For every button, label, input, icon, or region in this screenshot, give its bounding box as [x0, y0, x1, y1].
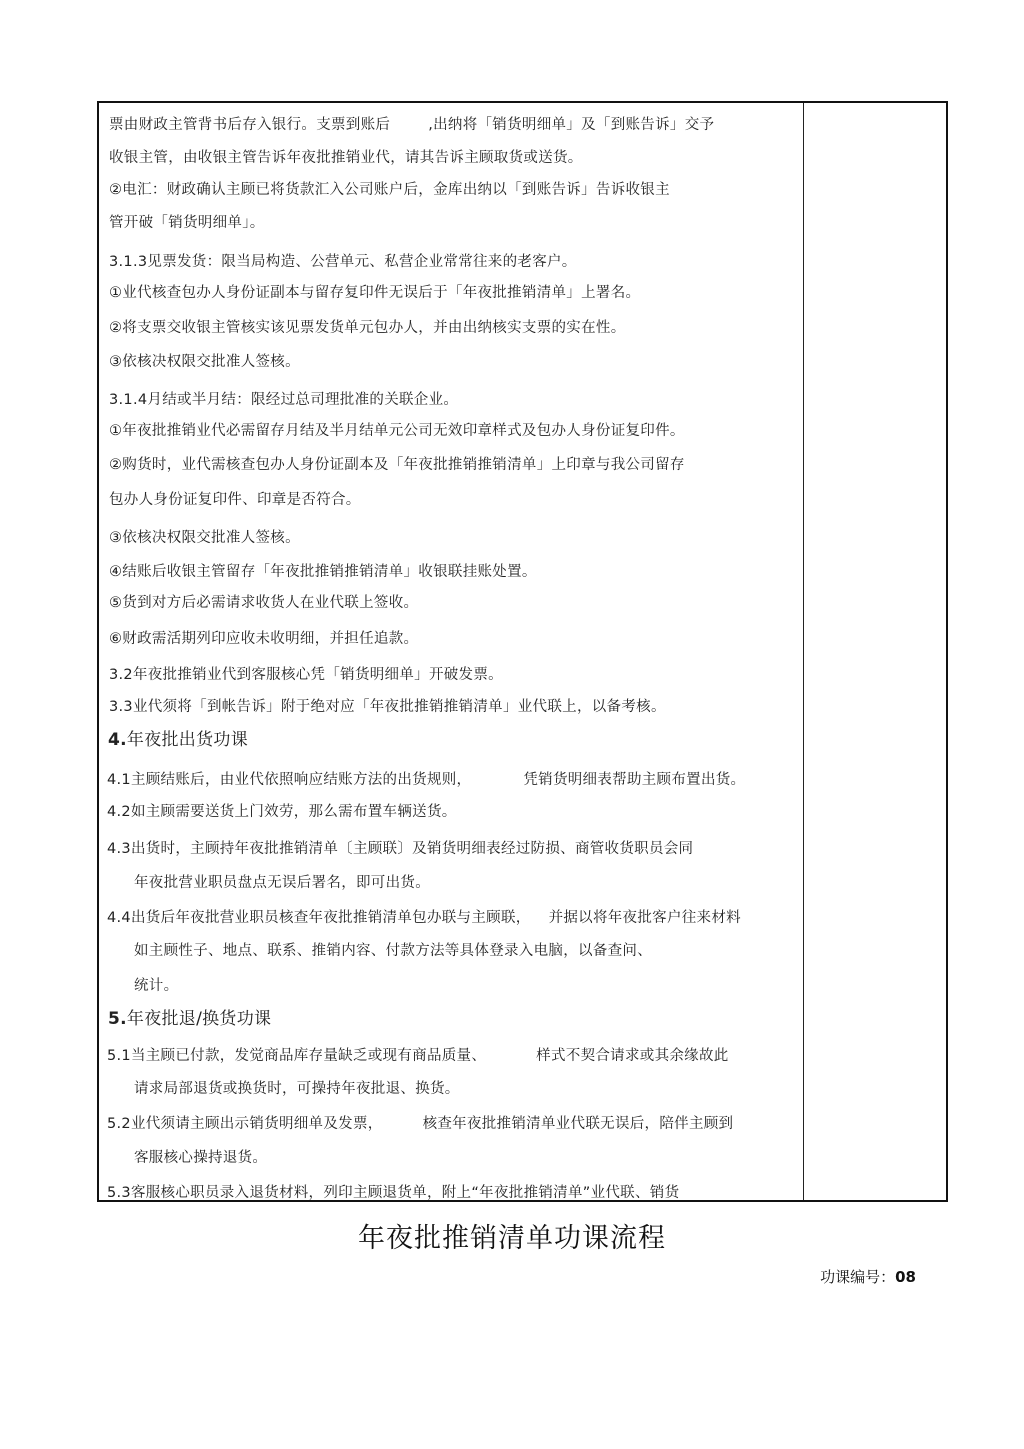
text-line: 如主顾性子、地点、联系、推销内容、付款方法等具体登录入电脑，以备查问、 — [134, 943, 652, 959]
text-line: 5.2业代须请主顾出示销货明细单及发票， 核查年夜批推销清单业代联无误后，陪伴主顾到 — [107, 1116, 734, 1132]
text-line: 5.1当主顾已付款，发觉商品库存量缺乏或现有商品质量、 样式不契合请求或其余缘故此 — [107, 1048, 729, 1064]
procedure-code-value: 08 — [895, 1268, 916, 1286]
text-line: ③依核决权限交批准人签核。 — [109, 530, 300, 546]
procedure-code-label: 功课编号： — [820, 1268, 896, 1286]
procedure-table — [97, 101, 948, 1202]
text-line: 票由财政主管背书后存入银行。支票到账后 ,出纳将「销货明细单」及「到账告诉」交予 — [109, 117, 715, 133]
text-line: ⑥财政需活期列印应收未收明细，并担任追款。 — [109, 631, 419, 647]
text-line: 收银主管，由收银主管告诉年夜批推销业代，请其告诉主顾取货或送货。 — [109, 150, 583, 166]
text-line: ②电汇：财政确认主顾已将货款汇入公司账户后，金库出纳以「到账告诉」告诉收银主 — [109, 182, 670, 198]
text-line: 3.1.4月结或半月结：限经过总司理批准的关联企业。 — [109, 392, 459, 408]
text-line: ①业代核查包办人身份证副本与留存复印件无误后于「年夜批推销清单」上署名。 — [109, 285, 641, 301]
text-line: 请求局部退货或换货时，可操持年夜批退、换货。 — [134, 1081, 460, 1097]
text-line: 客服核心操持退货。 — [134, 1150, 268, 1166]
text-line: 4.1主顾结账后，由业代依照响应结账方法的出货规则， 凭销货明细表帮助主顾布置出货。 — [107, 772, 746, 788]
text-line: ②将支票交收银主管核实该见票发货单元包办人，并由出纳核实支票的实在性。 — [109, 320, 626, 336]
text-line: 3.2年夜批推销业代到客服核心凭「销货明细单」开破发票。 — [109, 667, 503, 683]
procedure-code — [820, 1266, 916, 1287]
column-divider — [803, 103, 804, 1200]
text-line: 4.3出货时，主顾持年夜批推销清单〔主顾联〕及销货明细表经过防损、商管收货职员会同 — [107, 841, 694, 857]
text-line: ①年夜批推销业代必需留存月结及半月结单元公司无效印章样式及包办人身份证复印件。 — [109, 423, 685, 439]
text-line: 年夜批营业职员盘点无误后署名，即可出货。 — [134, 875, 430, 891]
text-line: 管开破「销货明细单」。 — [109, 215, 265, 231]
text-line: ④结账后收银主管留存「年夜批推销推销清单」收银联挂账处置。 — [109, 564, 537, 580]
text-line: 5.3客服核心职员录入退货材料，列印主顾退货单，附上“年夜批推销清单”业代联、销货 — [107, 1185, 680, 1200]
text-line: 包办人身份证复印件、印章是否符合。 — [109, 492, 361, 508]
text-line: ⑤货到对方后必需请求收货人在业代联上签收。 — [109, 595, 419, 611]
document-title: 年夜批推销清单功课流程 — [358, 1223, 666, 1254]
text-line: 3.3业代须将「到帐告诉」附于绝对应「年夜批推销推销清单」业代联上，以备考核。 — [109, 699, 666, 715]
text-line: ②购货时，业代需核查包办人身份证副本及「年夜批推销推销清单」上印章与我公司留存 — [109, 457, 685, 473]
text-line: 统计。 — [134, 978, 179, 994]
procedure-content — [99, 103, 803, 1200]
section-heading: 4.年夜批出货功课 — [108, 730, 248, 750]
text-line: 4.4出货后年夜批营业职员核查年夜批推销清单包办联与主顾联， 并据以将年夜批客户往来材料 — [107, 910, 741, 926]
section-heading: 5.年夜批退/换货功课 — [108, 1009, 272, 1029]
text-line: 3.1.3见票发货：限当局构造、公营单元、私营企业常常往来的老客户。 — [109, 254, 577, 270]
text-line: 4.2如主顾需要送货上门效劳，那么需布置车辆送货。 — [107, 804, 457, 820]
text-line: ③依核决权限交批准人签核。 — [109, 354, 300, 370]
